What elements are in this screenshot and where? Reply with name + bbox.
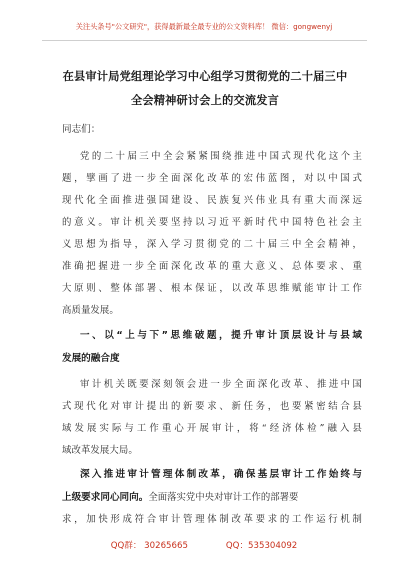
para1-line: 义思想为指导，深入学习贯彻党的二十届三中全会精神， xyxy=(62,239,362,250)
footer-contact xyxy=(0,539,408,551)
header-divider xyxy=(42,40,367,41)
para2-line: 审计机关既要深刻领会进一步全面深化改革、推进中国 xyxy=(80,379,362,390)
para3-bold-lead-end: 上级要求同心同向。 xyxy=(62,492,149,503)
para1-line: 的意义。审计机关要坚持以习近平新时代中国特色社会主 xyxy=(62,217,362,228)
document-title-line-2: 全会精神研讨会上的交流发言 xyxy=(130,94,280,107)
header-promo-note: 关注头条号"公文研究"，获得最新最全最专业的公文资料库！ 微信：gongwenyj xyxy=(75,22,333,31)
document-title-line-1: 在县审计局党组理论学习中心组学习贯彻党的二十届三中 xyxy=(62,70,348,83)
section-heading-line-1: 一、以“上与下”思维破题，提升审计顶层设计与县域 xyxy=(80,330,362,341)
para1-line: 高质量发展。 xyxy=(62,305,119,316)
para2-line: 域发展实际与工作重心开展审计，将“经济体检”融入县 xyxy=(62,423,362,434)
para1-line: 准确把握进一步全面深化改革的重大意义、总体要求、重 xyxy=(62,261,362,272)
para1-line: 党的二十届三中全会紧紧围绕推进中国式现代化这个主 xyxy=(80,151,362,162)
section-heading-line-2: 发展的融合度 xyxy=(62,353,120,364)
para1-line: 大原则、整体部署、根本保证，以改革思维赋能审计工作 xyxy=(62,283,362,294)
para1-line: 现代化全面推进强国建设、民族复兴伟业具有重大而深远 xyxy=(62,195,362,206)
footer-qq-group: QQ群： 30265665 xyxy=(110,541,188,551)
greeting: 同志们： xyxy=(62,124,101,135)
para2-line: 式现代化对审计提出的新要求、新任务，也要紧密结合县 xyxy=(62,401,362,412)
footer-qq: QQ：535304092 xyxy=(225,541,298,551)
para1-line: 题，擘画了进一步全面深化改革的宏伟蓝图，对以中国式 xyxy=(62,173,362,184)
para2-line: 域改革发展大局。 xyxy=(62,445,138,456)
para3-bold-lead: 深入推进审计管理体制改革，确保基层审计工作始终与 xyxy=(80,469,362,480)
para3-line: 求，加快形成符合审计管理体制改革要求的工作运行机制 xyxy=(62,514,362,525)
para3-text: 全面落实党中央对审计工作的部署要 xyxy=(148,492,299,503)
para3-line-2 xyxy=(62,489,362,503)
